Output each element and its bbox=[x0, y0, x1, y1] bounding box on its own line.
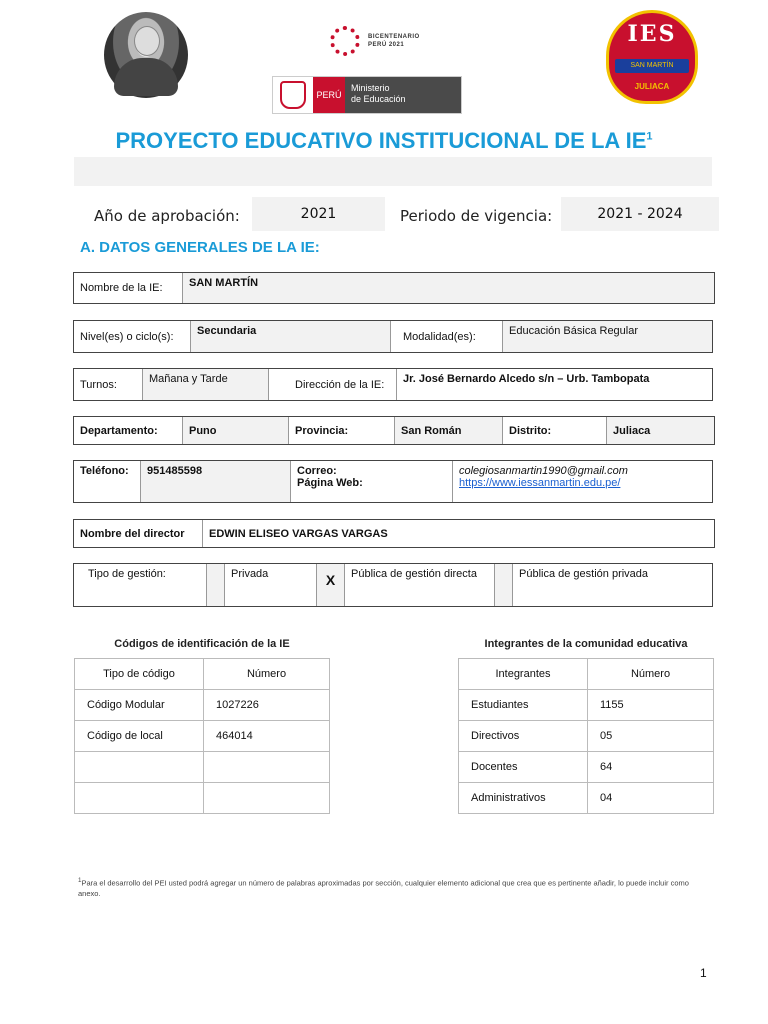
codes-cell[interactable] bbox=[75, 783, 204, 814]
members-header-number: Número bbox=[588, 659, 714, 690]
members-cell[interactable]: 64 bbox=[588, 752, 714, 783]
page-title-text: PROYECTO EDUCATIVO INSTITUCIONAL DE LA IE bbox=[115, 128, 647, 153]
management-label: Tipo de gestión: bbox=[88, 568, 166, 580]
codes-cell[interactable] bbox=[204, 752, 330, 783]
section-a-heading: A. DATOS GENERALES DE LA IE: bbox=[80, 239, 320, 256]
phone-value[interactable]: 951485598 bbox=[140, 461, 290, 502]
members-cell[interactable]: 04 bbox=[588, 783, 714, 814]
members-cell[interactable]: 1155 bbox=[588, 690, 714, 721]
table-row bbox=[459, 721, 714, 752]
footnote-text: Para el desarrollo del PEI usted podrá agregar un número de palabras aproximadas por sección, cualquier elemento adicional que crea que es pertinente añadir, lo puede incluir como anexo. bbox=[78, 878, 689, 898]
public-direct-option-label: Pública de gestión directa bbox=[344, 564, 494, 606]
bicentenario-ring-icon bbox=[330, 26, 360, 56]
table-row bbox=[75, 752, 330, 783]
page-title bbox=[0, 128, 768, 154]
members-header-type: Integrantes bbox=[459, 659, 588, 690]
bicentenario-line2: PERÚ 2021 bbox=[368, 42, 405, 48]
shift-label: Turnos: bbox=[80, 378, 117, 391]
school-crest-city: JULIACA bbox=[634, 82, 670, 91]
public-direct-checkbox[interactable]: X bbox=[316, 564, 344, 606]
shift-row bbox=[73, 368, 713, 401]
ie-name-label: Nombre de la IE: bbox=[80, 282, 163, 294]
director-label: Nombre del director bbox=[80, 527, 185, 540]
codes-header-number: Número bbox=[204, 659, 330, 690]
codes-cell[interactable]: 464014 bbox=[204, 721, 330, 752]
director-value[interactable]: EDWIN ELISEO VARGAS VARGAS bbox=[202, 520, 714, 547]
san-martin-portrait-image bbox=[104, 12, 188, 98]
table-row bbox=[459, 783, 714, 814]
codes-header-type: Tipo de código bbox=[75, 659, 204, 690]
footnote bbox=[78, 876, 698, 899]
title-footnote-mark: 1 bbox=[646, 130, 653, 143]
school-crest-ies: IES bbox=[627, 21, 677, 47]
website-link[interactable]: https://www.iessanmartin.edu.pe/ bbox=[459, 477, 621, 489]
members-cell[interactable]: Docentes bbox=[459, 752, 588, 783]
ie-name-row bbox=[73, 272, 715, 304]
codes-cell[interactable] bbox=[75, 752, 204, 783]
address-label: Dirección de la IE: bbox=[268, 369, 396, 400]
department-value[interactable]: Puno bbox=[182, 417, 288, 444]
ie-name-field[interactable] bbox=[74, 157, 712, 186]
province-label: Provincia: bbox=[288, 417, 394, 444]
school-crest-logo bbox=[606, 10, 698, 104]
email-value[interactable]: colegiosanmartin1990@gmail.com bbox=[459, 465, 628, 477]
members-table bbox=[458, 658, 714, 814]
director-row bbox=[73, 519, 715, 548]
members-table-title: Integrantes de la comunidad educativa bbox=[484, 638, 688, 650]
district-label: Distrito: bbox=[502, 417, 606, 444]
address-value[interactable]: Jr. José Bernardo Alcedo s/n – Urb. Tambopata bbox=[396, 369, 712, 400]
codes-table-title: Códigos de identificación de la IE bbox=[114, 638, 290, 650]
location-row bbox=[73, 416, 715, 445]
table-row bbox=[459, 752, 714, 783]
public-private-option-label: Pública de gestión privada bbox=[512, 564, 712, 606]
management-row bbox=[73, 563, 713, 607]
bicentenario-line1: BICENTENARIO bbox=[368, 34, 420, 40]
validity-period-field[interactable]: 2021 - 2024 bbox=[561, 197, 719, 231]
contact-row bbox=[73, 460, 713, 503]
table-row bbox=[75, 690, 330, 721]
codes-table bbox=[74, 658, 330, 814]
validity-period-label: Periodo de vigencia: bbox=[400, 207, 553, 225]
shift-value[interactable]: Mañana y Tarde bbox=[142, 369, 268, 400]
email-label: Correo: bbox=[297, 465, 337, 477]
minedu-line1: Ministerio bbox=[351, 83, 390, 93]
public-private-checkbox[interactable] bbox=[494, 564, 512, 606]
table-row bbox=[75, 721, 330, 752]
level-row bbox=[73, 320, 713, 353]
page-number: 1 bbox=[700, 966, 707, 980]
footnote-mark: 1 bbox=[78, 877, 82, 884]
members-cell[interactable]: 05 bbox=[588, 721, 714, 752]
school-crest-band: SAN MARTÍN bbox=[615, 59, 689, 73]
modality-label: Modalidad(es): bbox=[390, 321, 502, 352]
private-checkbox[interactable] bbox=[206, 564, 224, 606]
website-label: Página Web: bbox=[297, 477, 363, 489]
approval-year-field[interactable]: 2021 bbox=[252, 197, 385, 231]
minedu-logo bbox=[272, 76, 462, 114]
department-label: Departamento: bbox=[80, 424, 158, 437]
ie-name-value[interactable]: SAN MARTÍN bbox=[182, 273, 714, 303]
members-cell[interactable]: Directivos bbox=[459, 721, 588, 752]
private-option-label: Privada bbox=[224, 564, 316, 606]
district-value[interactable]: Juliaca bbox=[606, 417, 714, 444]
members-cell[interactable]: Administrativos bbox=[459, 783, 588, 814]
table-row bbox=[75, 783, 330, 814]
codes-cell[interactable]: Código Modular bbox=[75, 690, 204, 721]
codes-cell[interactable] bbox=[204, 783, 330, 814]
phone-label: Teléfono: bbox=[80, 465, 129, 477]
codes-cell[interactable]: Código de local bbox=[75, 721, 204, 752]
bicentenario-logo bbox=[330, 26, 430, 60]
modality-value[interactable]: Educación Básica Regular bbox=[502, 321, 712, 352]
minedu-line2: de Educación bbox=[351, 94, 406, 104]
level-label: Nivel(es) o ciclo(s): bbox=[80, 330, 174, 343]
approval-year-label: Año de aprobación: bbox=[94, 207, 240, 225]
members-table-header bbox=[459, 659, 714, 690]
level-value[interactable]: Secundaria bbox=[190, 321, 390, 352]
codes-cell[interactable]: 1027226 bbox=[204, 690, 330, 721]
minedu-peru-label: PERÚ bbox=[313, 77, 345, 113]
members-cell[interactable]: Estudiantes bbox=[459, 690, 588, 721]
province-value[interactable]: San Román bbox=[394, 417, 502, 444]
table-row bbox=[459, 690, 714, 721]
codes-table-header bbox=[75, 659, 330, 690]
peru-shield-icon bbox=[273, 77, 313, 113]
